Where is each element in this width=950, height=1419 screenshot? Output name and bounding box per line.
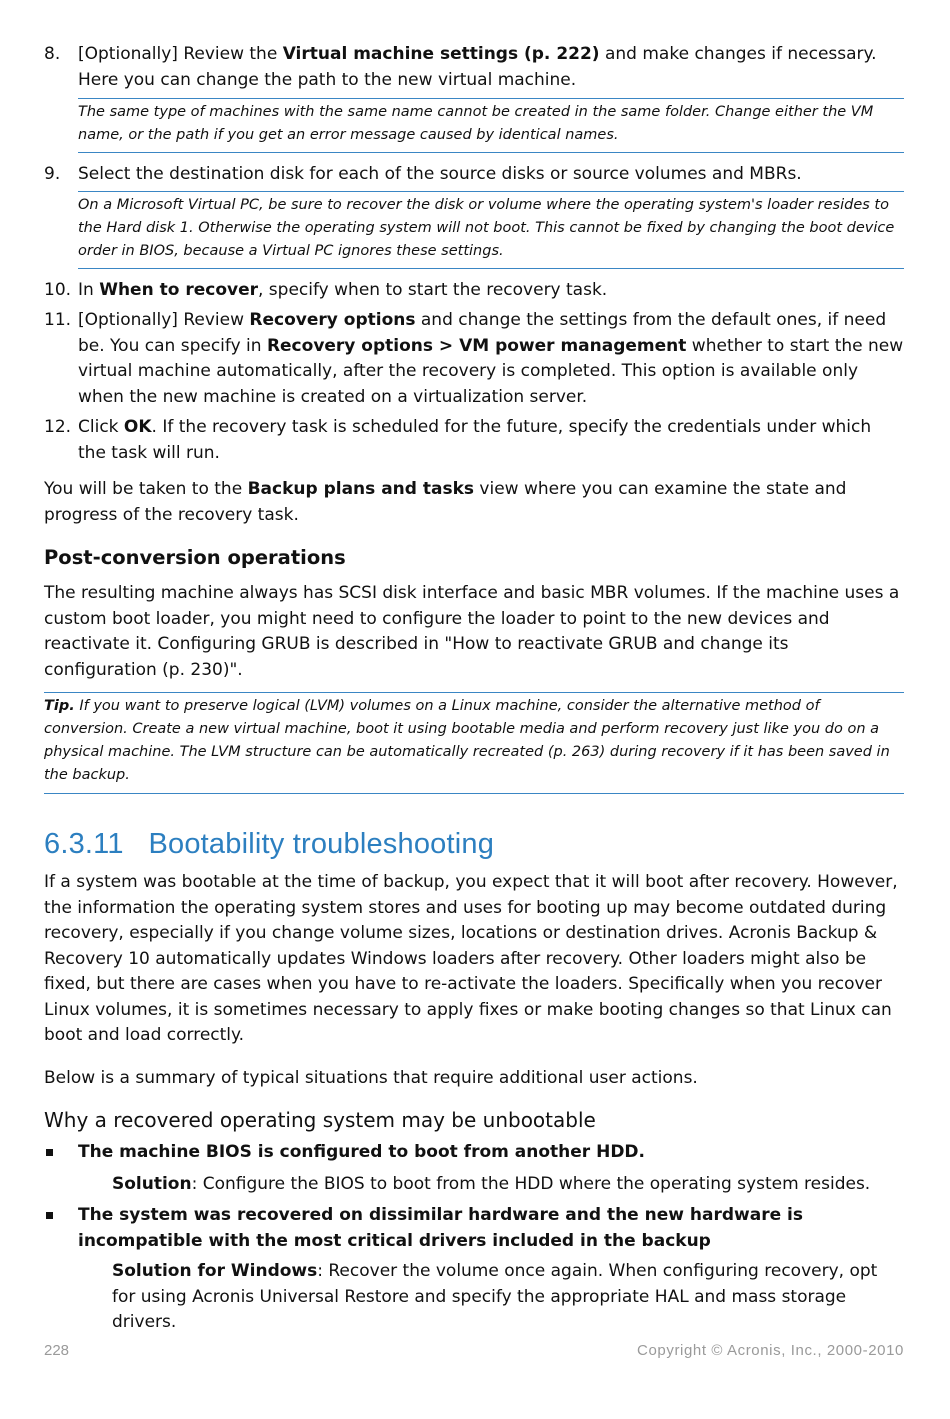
copyright-text: Copyright © Acronis, Inc., 2000-2010 [637, 1342, 904, 1359]
page-number: 228 [44, 1342, 70, 1359]
solution-bios: Solution: Configure the BIOS to boot from the HDD where the operating system resides. [112, 1173, 871, 1194]
step-12: 12. Click OK. If the recovery task is scheduled for the future, specify the credentials under which the task will run. [44, 417, 872, 463]
summary-paragraph: Below is a summary of typical situations that require additional user actions. [44, 1067, 698, 1088]
post-conversion-paragraph: The resulting machine always has SCSI disk interface and basic MBR volumes. If the machine uses a custom boot loader, you might need to configure the loader to point to the new devices and reactivate it. Configuring GRUB is described in "How to reactivate GRUB and change its configuration (p. 230)". [44, 583, 900, 680]
tip-label: Tip. [44, 698, 75, 714]
step-10: 10. In When to recover, specify when to start the recovery task. [44, 278, 904, 304]
section-heading [44, 824, 904, 864]
step-number: 9. [44, 164, 61, 184]
step-8: 8. [Optionally] Review the Virtual machine settings (p. 222) and make changes if necessary. Here you can change the path to the new virtual machine. [44, 44, 877, 90]
bullet-square-icon [46, 1212, 53, 1219]
tip-box: Tip. If you want to preserve logical (LVM) volumes on a Linux machine, consider the alternative method of conversion. Create a new virtual machine, boot it using bootable media and perform recovery just like you do on a physical machine. The LVM structure can be automatically recreated (p. 263) during recovery if it has been saved in the backup. [44, 692, 904, 794]
section-title: Bootability troubleshooting [148, 828, 495, 860]
step-number: 10. [44, 279, 72, 300]
note-step-9: On a Microsoft Virtual PC, be sure to recover the disk or volume where the operating system's loader resides to the Hard disk 1. Otherwise the operating system will not boot. This cannot be fixed by changing the boot device order in BIOS, because a Virtual PC ignores these settings. [78, 191, 904, 269]
note-step-8: The same type of machines with the same name cannot be created in the same folder. Change either the VM name, or the path if you get an error message caused by identical names. [78, 98, 904, 153]
backup-plans-paragraph: You will be taken to the Backup plans and tasks view where you can examine the state and progress of the recovery task. [44, 479, 847, 525]
solution-windows: Solution for Windows: Recover the volume once again. When configuring recovery, opt for using Acronis Universal Restore and specify the appropriate HAL and mass storage drivers. [112, 1261, 878, 1332]
link-virtual-machine-settings[interactable]: Virtual machine settings (p. 222) [282, 44, 600, 64]
bullet-bios: The machine BIOS is configured to boot from another HDD. [44, 1140, 904, 1166]
page-body [44, 42, 904, 1336]
step-number: 8. [44, 44, 61, 64]
bullet-dissimilar-hardware: The system was recovered on dissimilar hardware and the new hardware is incompatible with the most critical drivers included in the backup [44, 1203, 904, 1254]
bullet-square-icon [46, 1149, 53, 1156]
bootability-intro: If a system was bootable at the time of backup, you expect that it will boot after recovery. However, the information the operating system stores and uses for booting up may become outdated during recovery, especially if you change volume sizes, locations or destination drives. Acronis Backup & Recovery 10 automatically updates Windows loaders after recovery. Other loaders might also be fixed, but there are cases when you have to re-activate the loaders. Specifically when you recover Linux volumes, it is sometimes necessary to apply fixes or make booting changes so that Linux can boot and load correctly. [44, 872, 898, 1045]
step-11: 11. [Optionally] Review Recovery options and change the settings from the default ones, if need be. You can specify in Recovery options > VM power management whether to start the new virtual machine automatically, after the recovery is completed. This option is available only when the new machine is created on a virtualization server. [44, 310, 904, 407]
step-number: 11. [44, 310, 72, 330]
step-number: 12. [44, 417, 72, 437]
why-heading: Why a recovered operating system may be unbootable [44, 1108, 596, 1132]
step-9: 9. Select the destination disk for each of the source disks or source volumes and MBRs. [44, 162, 904, 188]
section-number: 6.3.11 [44, 828, 124, 860]
post-conversion-heading: Post-conversion operations [44, 546, 346, 569]
